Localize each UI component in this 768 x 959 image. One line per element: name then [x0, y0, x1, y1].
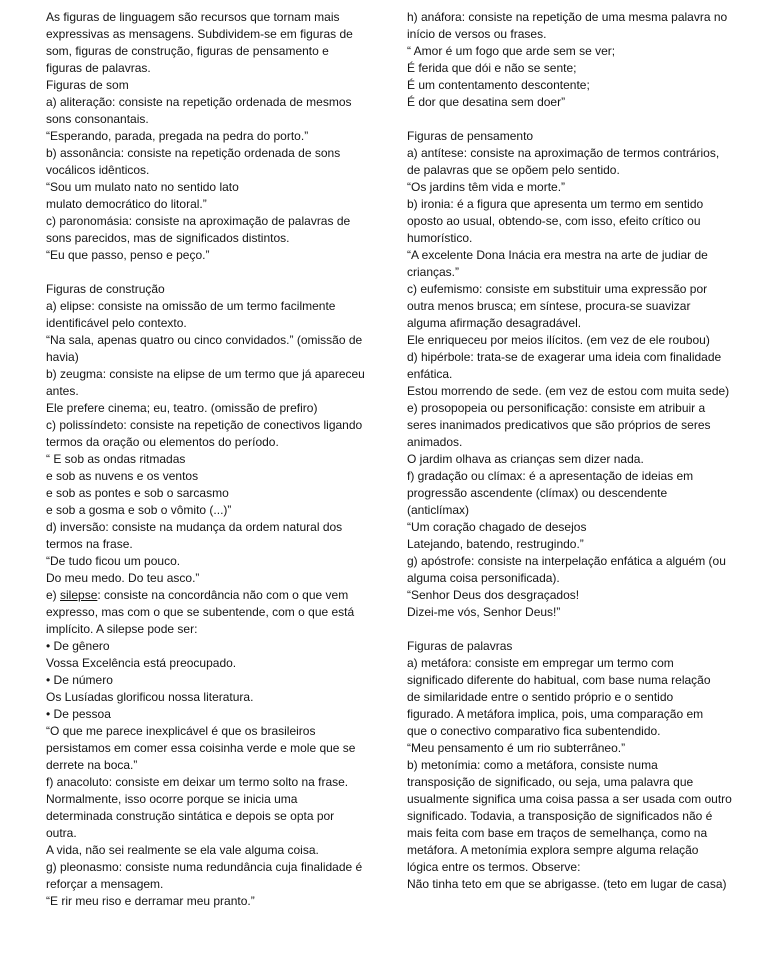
text-line	[407, 366, 737, 383]
line-text: sons parecidos, mas de significados distintos.	[46, 231, 290, 245]
line-text: Latejando, batendo, restrugindo.”	[407, 537, 584, 551]
line-text: progressão ascendente (clímax) ou descendente	[407, 486, 668, 500]
text-line	[407, 621, 737, 638]
line-text: enfática.	[407, 367, 453, 381]
line-text: “Sou um mulato nato no sentido lato	[46, 180, 239, 194]
text-line	[46, 213, 372, 230]
text-line	[407, 689, 737, 706]
text-line	[407, 264, 737, 281]
line-text: As figuras de linguagem são recursos que tornam mais	[46, 10, 340, 24]
text-line	[46, 60, 372, 77]
text-line	[46, 451, 372, 468]
text-line	[407, 400, 737, 417]
text-line	[407, 791, 737, 808]
line-text: outra menos brusca; em síntese, procura-se suavizar	[407, 299, 691, 313]
line-text: lógica entre os termos. Observe:	[407, 860, 581, 874]
text-line	[46, 621, 372, 638]
line-text: (anticlímax)	[407, 503, 470, 517]
text-line	[407, 77, 737, 94]
text-line	[46, 638, 372, 655]
text-line	[46, 570, 372, 587]
text-line	[407, 162, 737, 179]
text-line	[407, 519, 737, 536]
text-line	[407, 196, 737, 213]
line-text: expressivas as mensagens. Subdividem-se em figuras de	[46, 27, 353, 41]
line-text: Ele enriqueceu por meios ilícitos. (em vez de ele roubou)	[407, 333, 710, 347]
line-text: mais feita com base em traços de semelhança, como na	[407, 826, 708, 840]
text-line	[46, 723, 372, 740]
text-line	[46, 332, 372, 349]
text-line	[407, 774, 737, 791]
text-line	[407, 757, 737, 774]
text-line	[407, 298, 737, 315]
line-text: O jardim olhava as crianças sem dizer nada.	[407, 452, 644, 466]
underlined-term: silepse	[60, 588, 98, 602]
line-text: Estou morrendo de sede. (em vez de estou com muita sede)	[407, 384, 730, 398]
line-text: metáfora. A metonímia explora sempre alguma relação	[407, 843, 699, 857]
line-text: início de versos ou frases.	[407, 27, 547, 41]
line-text: É dor que desatina sem doer”	[407, 95, 566, 109]
left-column	[46, 9, 372, 910]
line-text: som, figuras de construção, figuras de pensamento e	[46, 44, 329, 58]
text-line	[46, 842, 372, 859]
line-text: e sob as nuvens e os ventos	[46, 469, 199, 483]
text-line	[407, 349, 737, 366]
line-text: expresso, mas com o que se subentende, com o que está	[46, 605, 355, 619]
line-text: termos da oração ou elementos do período.	[46, 435, 279, 449]
text-line	[46, 774, 372, 791]
line-text: Vossa Excelência está preocupado.	[46, 656, 237, 670]
line-text: antes.	[46, 384, 79, 398]
text-line	[407, 842, 737, 859]
line-text: animados.	[407, 435, 463, 449]
line-text: e)	[46, 588, 61, 602]
text-line	[407, 111, 737, 128]
line-text: implícito. A silepse pode ser:	[46, 622, 198, 636]
text-line	[407, 43, 737, 60]
line-text: “A excelente Dona Inácia era mestra na arte de judiar de	[407, 248, 708, 262]
line-text: alguma coisa personificada).	[407, 571, 560, 585]
text-line	[407, 451, 737, 468]
line-text: mulato democrático do litoral.”	[46, 197, 207, 211]
text-line	[407, 723, 737, 740]
line-text: outra.	[46, 826, 77, 840]
text-line	[407, 808, 737, 825]
text-line	[46, 672, 372, 689]
text-line	[407, 740, 737, 757]
line-text: c) polissíndeto: consiste na repetição de conectivos ligando	[46, 418, 363, 432]
line-text: e sob as pontes e sob o sarcasmo	[46, 486, 229, 500]
text-line	[46, 315, 372, 332]
text-line	[407, 859, 737, 876]
text-line	[46, 553, 372, 570]
text-line	[407, 145, 737, 162]
line-text: A vida, não sei realmente se ela vale alguma coisa.	[46, 843, 319, 857]
text-line	[46, 281, 372, 298]
text-line	[46, 859, 372, 876]
line-text: significado diferente do habitual, com base numa relação	[407, 673, 711, 687]
text-line	[407, 230, 737, 247]
text-line	[407, 672, 737, 689]
text-line	[407, 604, 737, 621]
text-line	[407, 655, 737, 672]
text-line	[46, 706, 372, 723]
text-line	[46, 893, 372, 910]
text-line	[46, 587, 372, 604]
text-line	[46, 9, 372, 26]
text-line	[46, 400, 372, 417]
line-text: de palavras que se opõem pelo sentido.	[407, 163, 620, 177]
line-text: “O que me parece inexplicável é que os brasileiros	[46, 724, 316, 738]
line-text: oposto ao usual, obtendo-se, com isso, efeito crítico ou	[407, 214, 701, 228]
text-line	[46, 26, 372, 43]
text-line	[46, 485, 372, 502]
text-line	[46, 230, 372, 247]
line-text: a) metáfora: consiste em empregar um termo com	[407, 656, 674, 670]
line-text: termos na frase.	[46, 537, 133, 551]
text-line	[46, 604, 372, 621]
text-line	[46, 434, 372, 451]
text-line	[46, 196, 372, 213]
text-line	[46, 825, 372, 842]
text-line	[46, 298, 372, 315]
line-text: Normalmente, isso ocorre porque se inicia uma	[46, 792, 298, 806]
text-line	[46, 162, 372, 179]
line-text: a) elipse: consiste na omissão de um termo facilmente	[46, 299, 336, 313]
line-text: “Eu que passo, penso e peço.”	[46, 248, 210, 262]
line-text: É um contentamento descontente;	[407, 78, 590, 92]
text-line	[407, 383, 737, 400]
line-text: e) prosopopeia ou personificação: consiste em atribuir a	[407, 401, 706, 415]
text-line	[46, 77, 372, 94]
text-line	[46, 689, 372, 706]
text-line	[46, 876, 372, 893]
line-text: b) assonância: consiste na repetição ordenada de sons	[46, 146, 341, 160]
text-line	[407, 247, 737, 264]
text-line	[46, 43, 372, 60]
text-line	[407, 706, 737, 723]
line-text: “Senhor Deus dos desgraçados!	[407, 588, 580, 602]
text-line	[407, 553, 737, 570]
line-text: f) anacoluto: consiste em deixar um termo solto na frase.	[46, 775, 349, 789]
text-line	[407, 128, 737, 145]
line-text: determinada construção sintática e depois se opta por	[46, 809, 335, 823]
line-text: “ Amor é um fogo que arde sem se ver;	[407, 44, 616, 58]
text-line	[407, 417, 737, 434]
line-text: g) pleonasmo: consiste numa redundância cuja finalidade é	[46, 860, 363, 874]
line-text: havia)	[46, 350, 79, 364]
text-line	[407, 94, 737, 111]
line-text: b) zeugma: consiste na elipse de um termo que já apareceu	[46, 367, 365, 381]
line-text: humorístico.	[407, 231, 473, 245]
line-text: significado. Todavia, a transposição de significados não é	[407, 809, 713, 823]
line-text-continued: : consiste na concordância não com o que vem	[97, 588, 349, 602]
text-line	[407, 502, 737, 519]
text-line	[407, 332, 737, 349]
line-text: c) paronomásia: consiste na aproximação de palavras de	[46, 214, 351, 228]
line-text: crianças.”	[407, 265, 460, 279]
line-text: f) gradação ou clímax: é a apresentação de ideias em	[407, 469, 694, 483]
line-text: “E rir meu riso e derramar meu pranto.”	[46, 894, 255, 908]
text-line	[46, 808, 372, 825]
line-text: “Meu pensamento é um rio subterrâneo.”	[407, 741, 626, 755]
text-line	[407, 213, 737, 230]
text-line	[407, 315, 737, 332]
text-line	[407, 179, 737, 196]
text-line	[46, 145, 372, 162]
line-text: alguma afirmação desagradável.	[407, 316, 582, 330]
line-text: d) inversão: consiste na mudança da ordem natural dos	[46, 520, 343, 534]
line-text: h) anáfora: consiste na repetição de uma mesma palavra no	[407, 10, 728, 24]
line-text: c) eufemismo: consiste em substituir uma expressão por	[407, 282, 708, 296]
line-text: a) antítese: consiste na aproximação de termos contrários,	[407, 146, 720, 160]
text-line	[407, 281, 737, 298]
text-line	[46, 536, 372, 553]
line-text: de similaridade entre o sentido próprio e o sentido	[407, 690, 674, 704]
line-text: Ele prefere cinema; eu, teatro. (omissão de prefiro)	[46, 401, 318, 415]
line-text: d) hipérbole: trata-se de exagerar uma ideia com finalidade	[407, 350, 722, 364]
line-text: Os Lusíadas glorificou nossa literatura.	[46, 690, 254, 704]
line-text: b) metonímia: como a metáfora, consiste numa	[407, 758, 658, 772]
text-line	[407, 876, 737, 893]
line-text: “Um coração chagado de desejos	[407, 520, 587, 534]
line-text: figurado. A metáfora implica, pois, uma comparação em	[407, 707, 704, 721]
line-text: e sob a gosma e sob o vômito (...)”	[46, 503, 232, 517]
line-text: figuras de palavras.	[46, 61, 151, 75]
text-line	[407, 468, 737, 485]
text-line	[407, 9, 737, 26]
text-line	[46, 94, 372, 111]
text-line	[46, 179, 372, 196]
line-text: b) ironia: é a figura que apresenta um termo em sentido	[407, 197, 704, 211]
text-line	[46, 247, 372, 264]
line-text: • De pessoa	[46, 707, 111, 721]
text-line	[46, 128, 372, 145]
text-line	[407, 26, 737, 43]
text-line	[46, 417, 372, 434]
text-line	[407, 825, 737, 842]
text-line	[46, 740, 372, 757]
text-line	[407, 536, 737, 553]
line-text: identificável pelo contexto.	[46, 316, 187, 330]
line-text: “Os jardins têm vida e morte.”	[407, 180, 566, 194]
line-text: derrete na boca.”	[46, 758, 138, 772]
text-line	[46, 519, 372, 536]
line-text: usualmente significa uma coisa passa a ser usada com outro	[407, 792, 732, 806]
text-line	[46, 757, 372, 774]
text-line	[46, 655, 372, 672]
line-text: É ferida que dói e não se sente;	[407, 61, 577, 75]
line-text: Do meu medo. Do teu asco.”	[46, 571, 200, 585]
line-text: g) apóstrofe: consiste na interpelação enfática a alguém (ou	[407, 554, 726, 568]
line-text: Figuras de construção	[46, 282, 165, 296]
line-text: • De gênero	[46, 639, 110, 653]
line-text: seres inanimados predicativos que são próprios de seres	[407, 418, 711, 432]
text-line	[407, 638, 737, 655]
line-text: Figuras de pensamento	[407, 129, 534, 143]
text-line	[407, 570, 737, 587]
line-text: Figuras de palavras	[407, 639, 513, 653]
line-text: persistamos em comer essa coisinha verde e mole que se	[46, 741, 356, 755]
text-line	[407, 485, 737, 502]
line-text: “Esperando, parada, pregada na pedra do porto.”	[46, 129, 309, 143]
text-line	[46, 366, 372, 383]
text-line	[46, 383, 372, 400]
line-text: Não tinha teto em que se abrigasse. (teto em lugar de casa)	[407, 877, 727, 891]
line-text: “Na sala, apenas quatro ou cinco convidados.” (omissão de	[46, 333, 363, 347]
text-line	[46, 264, 372, 281]
right-column	[407, 9, 737, 893]
line-text: transposição de significado, ou seja, uma palavra que	[407, 775, 694, 789]
line-text: vocálicos idênticos.	[46, 163, 150, 177]
line-text: sons consonantais.	[46, 112, 149, 126]
line-text: “De tudo ficou um pouco.	[46, 554, 181, 568]
text-line	[407, 434, 737, 451]
text-line	[46, 349, 372, 366]
line-text: Figuras de som	[46, 78, 129, 92]
text-line	[46, 468, 372, 485]
line-text: “ E sob as ondas ritmadas	[46, 452, 186, 466]
text-line	[46, 111, 372, 128]
text-line	[407, 60, 737, 77]
text-line	[407, 587, 737, 604]
text-line	[46, 791, 372, 808]
text-line	[46, 502, 372, 519]
line-text: reforçar a mensagem.	[46, 877, 164, 891]
line-text: a) aliteração: consiste na repetição ordenada de mesmos	[46, 95, 352, 109]
line-text: Dizei-me vós, Senhor Deus!”	[407, 605, 561, 619]
line-text: que o conectivo comparativo fica subentendido.	[407, 724, 661, 738]
line-text: • De número	[46, 673, 113, 687]
